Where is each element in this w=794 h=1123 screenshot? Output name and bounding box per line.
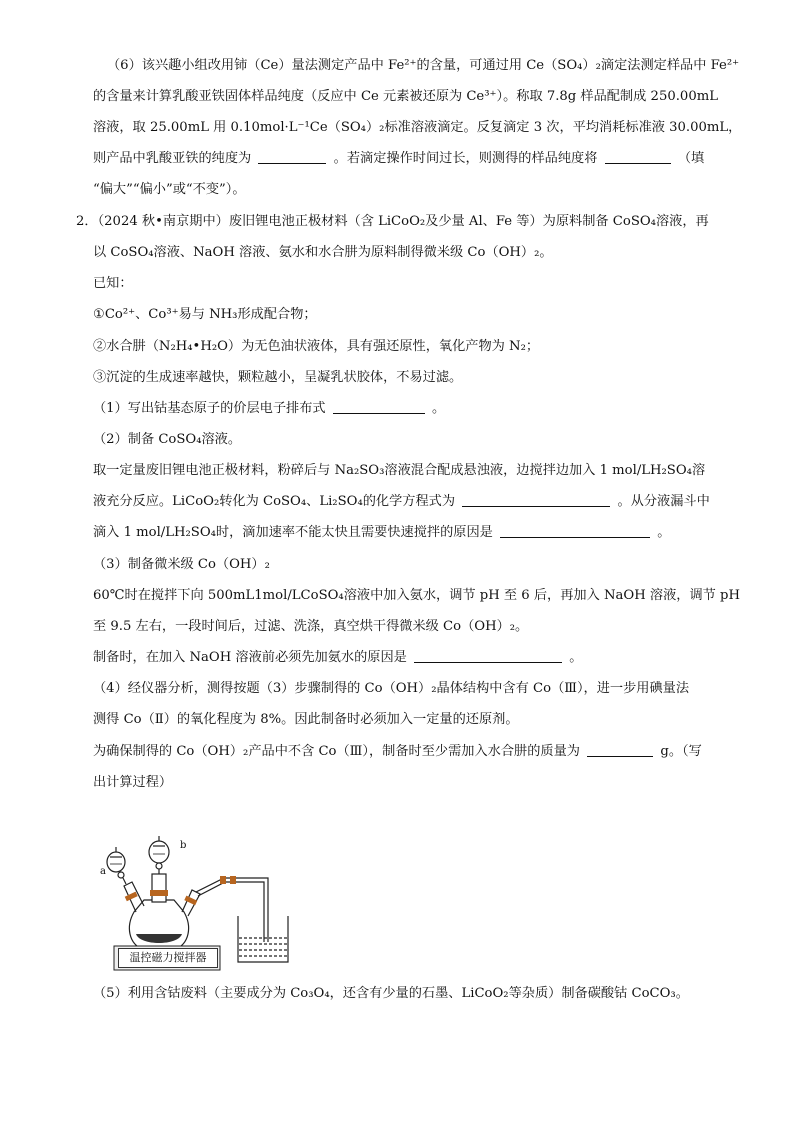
- text-line: （2）制备 CoSO₄溶液。: [93, 432, 242, 447]
- text-segment: 。若滴定操作时间过长，则测得的样品纯度将: [333, 151, 598, 166]
- text-line: [93, 742, 702, 762]
- text-segment: 为确保制得的 Co（OH）₂产品中不含 Co（Ⅲ），制备时至少需加入水合肼的质量为: [93, 744, 580, 759]
- text-line: [93, 523, 670, 543]
- answer-blank[interactable]: [605, 149, 671, 164]
- known-item: ①Co²⁺、Co³⁺易与 NH₃形成配合物；: [93, 307, 317, 322]
- answer-blank[interactable]: [333, 399, 425, 414]
- text-segment: 。: [657, 525, 671, 540]
- answer-blank[interactable]: [462, 492, 610, 507]
- text-line: 已知：: [93, 276, 133, 291]
- text-segment: 。从分液漏斗中: [617, 494, 710, 509]
- text-line: “偏大”“偏小”或“不变”）。: [93, 182, 246, 197]
- text-line: （3）制备微米级 Co（OH）₂: [93, 557, 270, 572]
- question-heading: 2．（2024 秋•南京期中）废旧锂电池正极材料（含 LiCoO₂及少量 Al、Fe 等）为原料制备 CoSO₄溶液，再: [76, 214, 709, 229]
- text-segment: 制备时，在加入 NaOH 溶液前必须先加氨水的原因是: [93, 650, 407, 665]
- text-line: 出计算过程）: [93, 775, 173, 790]
- text-line: [93, 492, 710, 512]
- text-line: [93, 399, 445, 419]
- text-segment: 。: [431, 401, 446, 416]
- text-segment: 滴入 1 mol/LH₂SO₄时，滴加速率不能太快且需要快速搅拌的原因是: [93, 525, 493, 540]
- text-line: 测得 Co（Ⅱ）的氧化程度为 8%。因此制备时必须加入一定量的还原剂。: [93, 712, 519, 727]
- text-line: 溶液，取 25.00mL 用 0.10mol·L⁻¹Ce（SO₄）₂标准溶液滴定。反复滴定 3 次，平均消耗标准液 30.00mL，: [93, 120, 742, 135]
- text-line: [93, 648, 582, 668]
- text-line: 的含量来计算乳酸亚铁固体样品纯度（反应中 Ce 元素被还原为 Ce³⁺）。称取 7.8g 样品配制成 250.00mL: [93, 89, 718, 104]
- funnel-a-label: a: [100, 866, 106, 877]
- apparatus-diagram: [96, 834, 296, 974]
- known-item: ③沉淀的生成速率越快，颗粒越小，呈凝乳状胶体，不易过滤。: [93, 370, 463, 385]
- text-segment: 。: [569, 650, 583, 665]
- text-line: 至 9.5 左右，一段时间后，过滤、洗涤，真空烘干得微米级 Co（OH）₂。: [93, 619, 529, 634]
- text-segment: （1）写出钴基态原子的价层电子排布式: [93, 401, 326, 416]
- answer-blank[interactable]: [587, 742, 653, 757]
- text-line: [93, 149, 704, 169]
- text-line: （6）该兴趣小组改用铈（Ce）量法测定产品中 Fe²⁺的含量，可通过用 Ce（SO₄）₂滴定法测定样品中 Fe²⁺: [107, 58, 740, 73]
- text-segment: 液充分反应。LiCoO₂转化为 CoSO₄、Li₂SO₄的化学方程式为: [93, 494, 456, 509]
- answer-blank[interactable]: [258, 149, 326, 164]
- stirrer-label: 温控磁力搅拌器: [118, 948, 218, 968]
- funnel-b-label: b: [180, 840, 187, 851]
- text-line: 以 CoSO₄溶液、NaOH 溶液、氨水和水合肼为原料制得微米级 Co（OH）₂。: [93, 245, 553, 260]
- text-line: 取一定量废旧锂电池正极材料，粉碎后与 Na₂SO₃溶液混合配成悬浊液，边搅拌边加入 1 mol/LH₂SO₄溶: [93, 463, 706, 478]
- text-segment: 则产品中乳酸亚铁的纯度为: [93, 151, 252, 166]
- text-line: （4）经仪器分析，测得按题（3）步骤制得的 Co（OH）₂晶体结构中含有 Co（Ⅲ），进一步用碘量法: [93, 681, 690, 696]
- text-line: （5）利用含钴废料（主要成分为 Co₃O₄，还含有少量的石墨、LiCoO₂等杂质）制备碳酸钴 CoCO₃。: [93, 986, 689, 1001]
- known-item: ②水合肼（N₂H₄•H₂O）为无色油状液体，具有强还原性，氧化产物为 N₂；: [93, 339, 540, 354]
- text-line: 60℃时在搅拌下向 500mL1mol/LCoSO₄溶液中加入氨水，调节 pH 至 6 后，再加入 NaOH 溶液，调节 pH: [93, 588, 740, 603]
- answer-blank[interactable]: [414, 648, 562, 663]
- text-segment: （填: [677, 151, 705, 166]
- answer-blank[interactable]: [500, 523, 650, 538]
- text-segment: g。（写: [660, 744, 702, 759]
